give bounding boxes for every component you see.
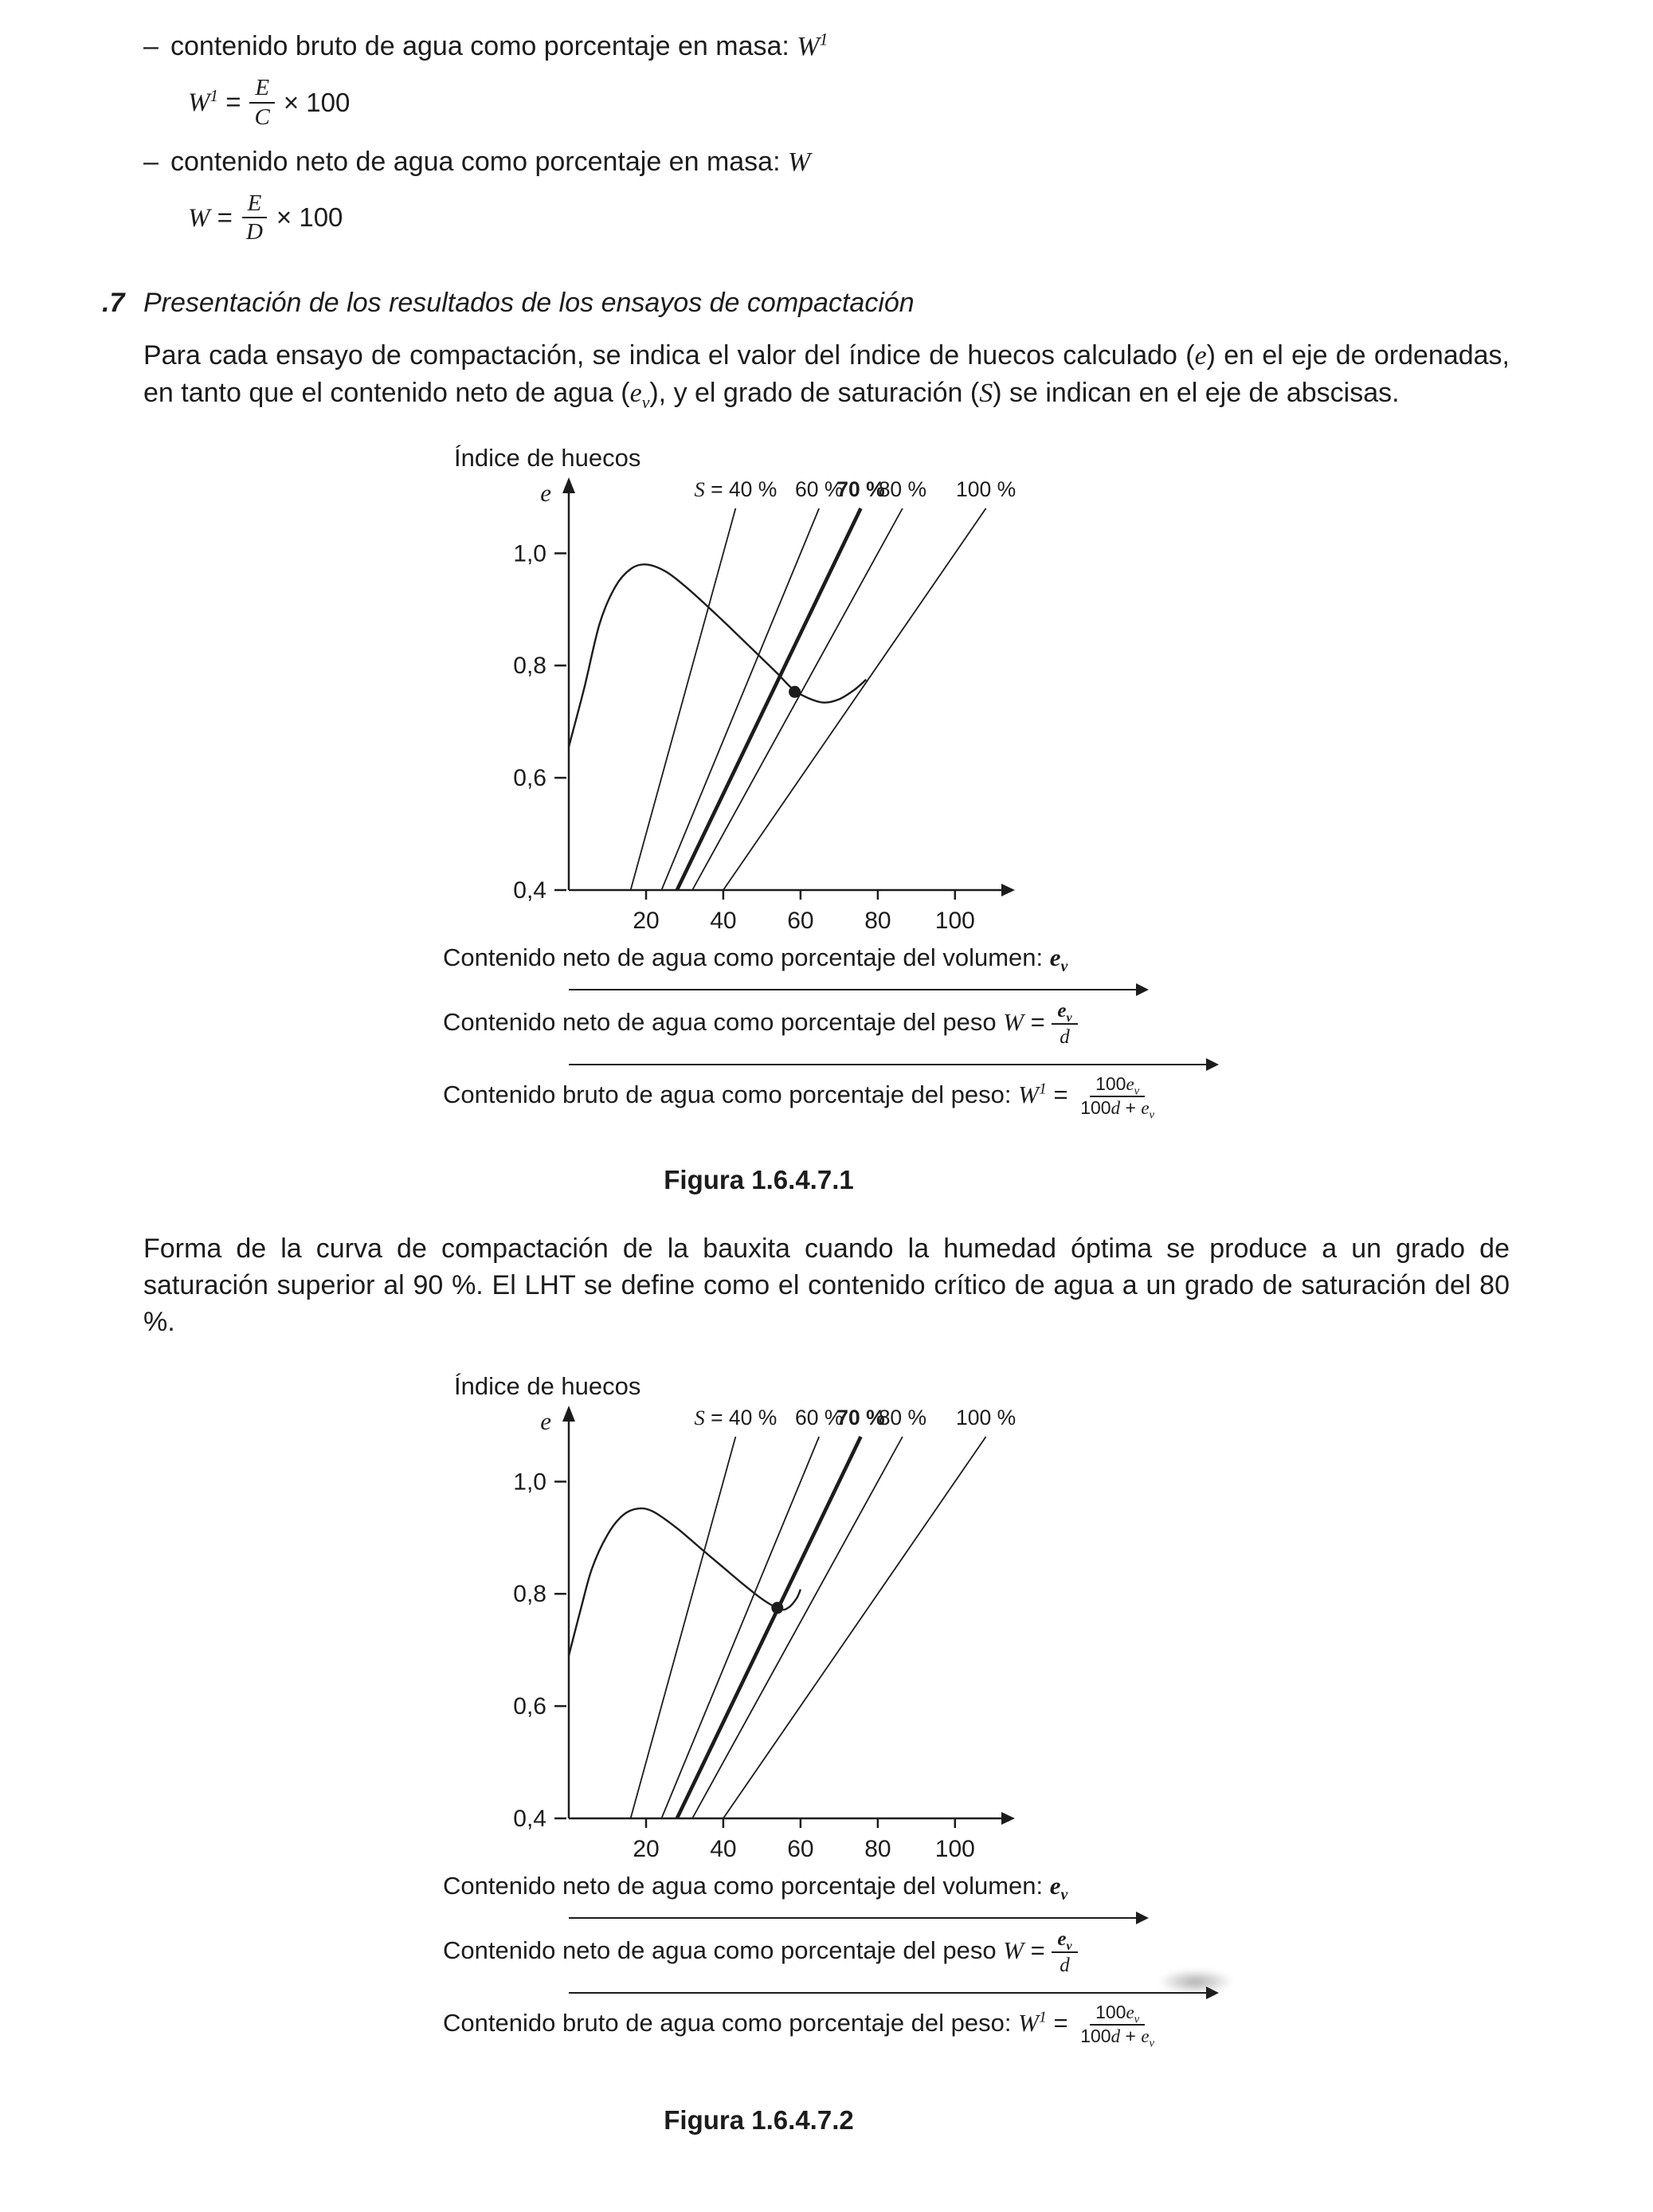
axis-caption-net-weight: [443, 1927, 1367, 1978]
chart-title: Índice de huecos: [454, 444, 641, 473]
compaction-chart-1: [443, 441, 1064, 933]
x-axis-arrow: [1001, 884, 1015, 896]
optimum-point: [771, 1602, 783, 1614]
saturation-line-40: [631, 1437, 736, 1818]
saturation-line-80: [692, 508, 903, 890]
axis-caption-gross-weight: [443, 2002, 1367, 2050]
paragraph-intro: Para cada ensayo de compactación, se indica el valor del índice de huecos calculado (e) en el eje de ordenadas, en tanto que el contenido neto de agua $(e_v)$, y el grado de saturación (S) se indican en el eje de abscisas.: [143, 340, 1510, 412]
bullet-dash: –: [143, 31, 159, 61]
formula-w: [188, 190, 1510, 247]
bullet-text: contenido bruto de agua como porcentaje en masa: $W^1$: [170, 29, 828, 61]
section-title: Presentación de los resultados de los ensayos de compactación: [143, 288, 915, 319]
saturation-line-70: [677, 508, 861, 890]
fraction: $\frac{100e_v}{100d + e_v}$: [1080, 1073, 1155, 1122]
saturation-line-60: [661, 508, 819, 890]
right-arrow: [569, 989, 1136, 990]
figure-caption-1: Figura 1.6.4.7.1: [664, 1165, 854, 1195]
fraction: $\frac{e_v}{d}$: [1052, 998, 1077, 1049]
y-tick-label: 0,6: [513, 765, 546, 792]
bullet-dash: –: [143, 146, 159, 177]
axis-caption-volume-text: Contenido neto de agua como porcentaje del volumen: $e_v$: [443, 1872, 1068, 1904]
formula-rhs: × 100: [283, 87, 351, 117]
fraction-denominator: C: [254, 104, 270, 130]
figure-caption-2: Figura 1.6.4.7.2: [664, 2104, 854, 2135]
axis-caption-volume: [443, 941, 1367, 975]
x-tick-label: 80: [864, 1836, 891, 1862]
bullet-item-net-water: [143, 143, 1510, 182]
figure-2: [443, 1369, 1367, 2050]
x-tick-label: 20: [633, 1836, 660, 1862]
compaction-chart-2: [443, 1369, 1064, 1861]
axis-caption-gross-weight: [443, 1073, 1367, 1122]
right-arrow: [569, 1992, 1206, 1994]
y-axis-variable: e: [540, 479, 551, 508]
axis-caption-gross-weight-text: Contenido bruto de agua como porcentaje del peso: $W^1$ =: [443, 2008, 1075, 2037]
axis-caption-volume-text: Contenido neto de agua como porcentaje del volumen: $e_v$: [443, 943, 1068, 976]
saturation-line-80: [692, 1437, 903, 1818]
x-tick-label: 40: [710, 908, 737, 934]
saturation-line-100: [723, 508, 986, 890]
axis-caption-net-weight: [443, 998, 1367, 1049]
saturation-label-60: 60 %: [794, 1406, 844, 1430]
section-number: .7: [102, 288, 125, 319]
bullet-item-gross-water: [143, 27, 1510, 66]
x-tick-label: 20: [633, 908, 660, 934]
formula-rhs: × 100: [276, 202, 343, 233]
y-tick-label: 1,0: [513, 1469, 546, 1496]
saturation-line-60: [661, 1437, 819, 1818]
saturation-label-40: S = 40 %: [694, 1406, 778, 1430]
chart-title: Índice de huecos: [454, 1372, 641, 1401]
x-tick-label: 100: [934, 1836, 975, 1862]
paragraph-bauxita: Forma de la curva de compactación de la bauxita cuando la humedad óptima se produce a un grado de saturación superior al 90 %. El LHT se define como el contenido crítico de agua a un grado de saturación del 80 %.: [143, 1233, 1510, 1338]
y-tick-label: 0,4: [513, 1806, 546, 1833]
saturation-label-80: 80 %: [878, 1406, 927, 1430]
y-tick-label: 1,0: [513, 540, 546, 567]
figure-1: [443, 441, 1367, 1122]
right-arrow: [569, 1064, 1206, 1065]
x-axis-arrow: [1001, 1812, 1015, 1825]
fraction-denominator: D: [245, 219, 263, 245]
formula-lhs: W =: [188, 202, 233, 233]
right-arrow: [569, 1917, 1136, 1919]
saturation-line-100: [723, 1437, 986, 1818]
axis-caption-net-weight-text: Contenido neto de agua como porcentaje del peso W =: [443, 1008, 1052, 1037]
saturation-label-70: 70 %: [836, 1406, 885, 1430]
axis-caption-net-weight-text: Contenido neto de agua como porcentaje del peso W =: [443, 1936, 1052, 1965]
x-tick-label: 80: [864, 908, 891, 934]
formula-lhs: $W^1$ =: [188, 86, 241, 118]
section-heading: [102, 284, 1510, 321]
saturation-label-100: 100 %: [956, 477, 1016, 502]
y-tick-label: 0,8: [513, 653, 546, 680]
saturation-line-70: [677, 1437, 861, 1818]
x-tick-label: 100: [934, 908, 975, 934]
x-tick-label: 40: [710, 1836, 737, 1862]
saturation-label-70: 70 %: [836, 477, 885, 502]
x-tick-label: 60: [787, 1836, 814, 1862]
saturation-line-40: [631, 508, 736, 890]
y-axis-variable: e: [540, 1407, 551, 1436]
saturation-label-100: 100 %: [956, 1406, 1016, 1430]
saturation-label-60: 60 %: [794, 477, 844, 502]
x-tick-label: 60: [787, 908, 814, 934]
fraction-numerator: E: [242, 190, 268, 219]
axis-caption-gross-weight-text: Contenido bruto de agua como porcentaje del peso: $W^1$ =: [443, 1080, 1075, 1108]
saturation-label-80: 80 %: [878, 477, 927, 502]
fraction-numerator: E: [249, 74, 275, 104]
fraction: $\frac{100e_v}{100d + e_v}$: [1080, 2002, 1155, 2050]
formula-w1: [188, 74, 1510, 131]
y-tick-label: 0,8: [513, 1581, 546, 1608]
fraction: [249, 74, 276, 131]
y-axis-arrow: [562, 1406, 575, 1422]
fraction: $\frac{e_v}{d}$: [1052, 1927, 1077, 1978]
axis-caption-volume: [443, 1869, 1367, 1903]
bullet-text: contenido neto de agua como porcentaje en masa: W: [170, 146, 811, 177]
fraction: [241, 190, 268, 247]
y-tick-label: 0,4: [513, 877, 546, 904]
optimum-point: [789, 686, 801, 698]
y-axis-arrow: [562, 477, 575, 493]
saturation-label-40: S = 40 %: [694, 477, 778, 502]
y-tick-label: 0,6: [513, 1693, 546, 1720]
